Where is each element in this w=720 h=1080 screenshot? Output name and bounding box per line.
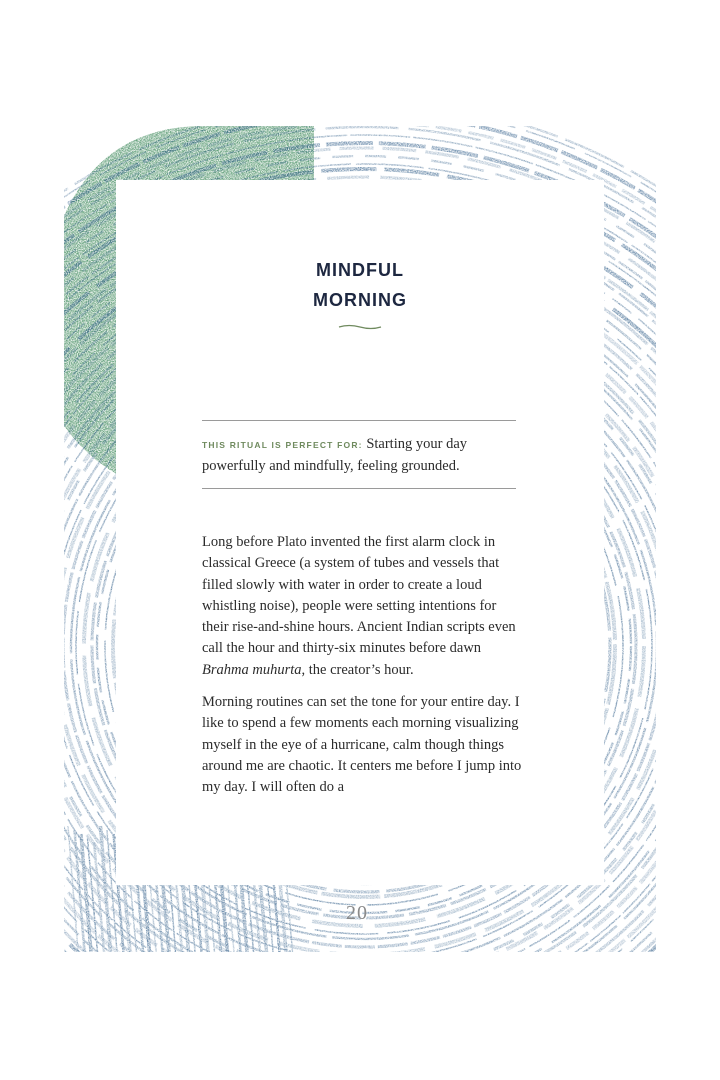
divider-bottom	[202, 488, 516, 489]
ritual-label: THIS RITUAL IS PERFECT FOR:	[202, 440, 363, 450]
ritual-text: Starting your day powerfully and mindfully, feeling grounded.	[202, 436, 468, 474]
brahma-muhurta-term: Brahma muhurta	[202, 661, 302, 678]
paragraph-1-text: Long before Plato invented the first alarm clock in classical Greece (a system of tubes and vessels that filled slowly with water in order to create a loud whistling noise), people were setting intentions for their rise-and-shine hours. Ancient Indian scripts even call the hour and thirty-six minutes before dawn	[202, 534, 516, 657]
text-card	[116, 180, 604, 885]
ritual-callout	[202, 434, 518, 477]
page-number: 20	[346, 902, 368, 924]
title-flourish-icon	[338, 324, 382, 330]
body-paragraph-2: Morning routines can set the tone for your entire day. I like to spend a few moments each morning visualizing myself in the eye of a hurricane, calm though things around me are chaotic. It centers me before I jump into my day. I will often do a	[202, 694, 522, 796]
title-line-1: MINDFUL	[316, 260, 404, 280]
body-paragraph-1	[202, 532, 522, 681]
title-line-2: MORNING	[313, 290, 407, 310]
divider-top	[202, 420, 516, 421]
paragraph-1-ending: , the creator’s hour.	[301, 661, 414, 678]
